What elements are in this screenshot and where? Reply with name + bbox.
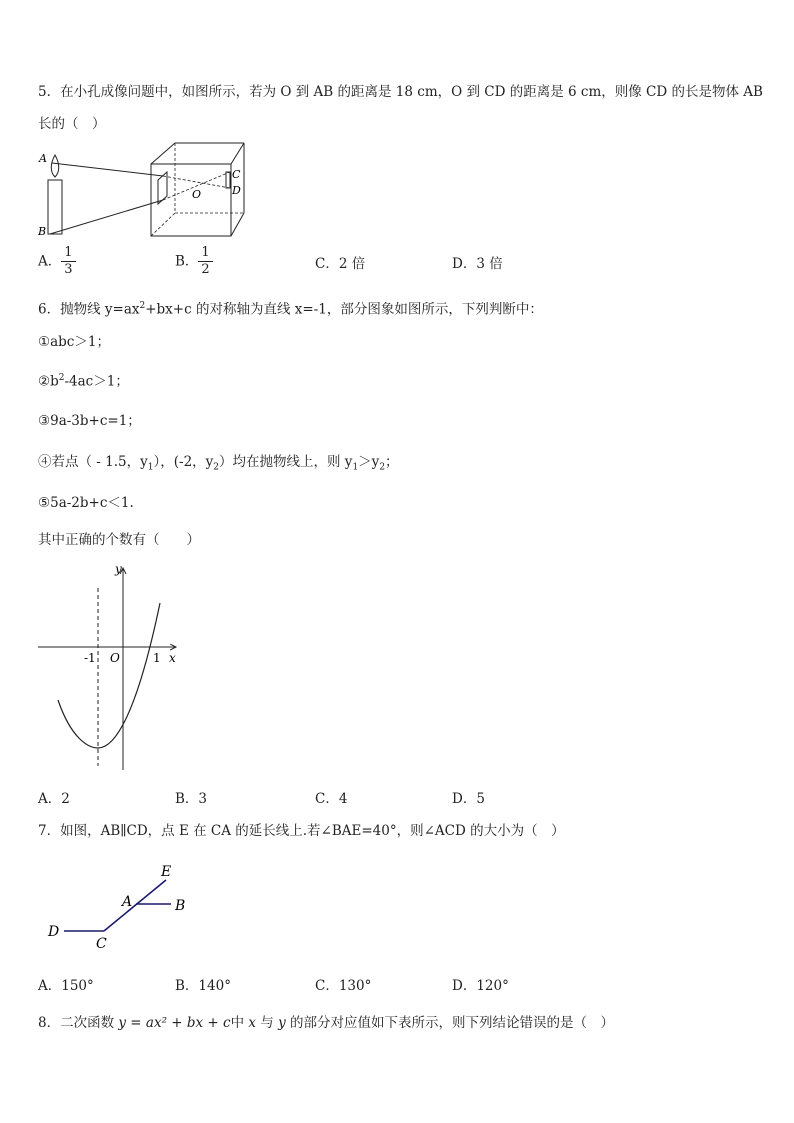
s4-d: ＞y [358, 454, 380, 470]
q8-stem-mid1: 中 [230, 1015, 249, 1031]
y-axis-label: y [115, 562, 122, 576]
q7-option-a[interactable]: A．150° [38, 978, 94, 994]
q6-stem-prefix: 6．抛物线 y=ax [38, 301, 140, 318]
q6-stem [38, 297, 543, 319]
pinhole-camera-figure [36, 140, 251, 240]
s2-b: -4ac＞1； [64, 373, 129, 390]
label-b: B [175, 898, 186, 914]
label-c: C [232, 168, 241, 181]
q5-stem-line1: 5．在小孔成像问题中，如图所示，若为 O 到 AB 的距离是 18 cm，O 到 CD 的距离是 6 cm，则像 CD 的长是物体 AB [38, 84, 763, 100]
q7-option-b[interactable]: B．140° [175, 978, 231, 994]
q6-statement-2 [38, 369, 129, 391]
q5-stem-line2: 长的（ ） [38, 116, 106, 132]
label-c: C [96, 936, 107, 952]
frac-num: 1 [61, 245, 75, 262]
q7-stem: 7．如图，AB∥CD，点 E 在 CA 的延长线上.若∠BAE=40°，则∠ACD 的大小为（ ） [38, 823, 565, 839]
q6-option-c[interactable]: C．4 [315, 791, 348, 807]
label-a: A [122, 894, 133, 910]
label-a: A [39, 152, 47, 165]
q6-statement-4 [38, 453, 399, 477]
q8-stem-mid2: 与 [256, 1015, 279, 1031]
q6-ask: 其中正确的个数有（ ） [38, 532, 200, 548]
q6-statement-3: ③9a-3b+c=1； [38, 413, 141, 429]
q5-option-c[interactable]: C．2 倍 [315, 256, 366, 272]
q8-formula: y = ax² + bx + c [118, 1015, 231, 1031]
q6-option-b[interactable]: B．3 [175, 791, 208, 807]
q7-option-c[interactable]: C．130° [315, 978, 372, 994]
s2-exp: 2 [58, 373, 65, 383]
q8-stem [38, 1014, 614, 1032]
q8-stem-prefix: 8．二次函数 [38, 1015, 119, 1031]
label-d: D [232, 184, 241, 197]
q6-stem-exp: 2 [139, 301, 146, 311]
q5-option-b[interactable] [175, 245, 213, 278]
q8-var-y: y [278, 1015, 286, 1031]
q8-stem-suffix: 的部分对应值如下表所示，则下列结论错误的是（ ） [285, 1015, 615, 1031]
s4-sub4: 2 [379, 462, 386, 473]
label-e: E [161, 864, 172, 880]
tick-neg1: -1 [84, 651, 96, 665]
frac-num: 1 [198, 245, 212, 262]
q5-option-b-prefix: B． [175, 253, 199, 270]
x-axis-label: x [169, 651, 176, 665]
fraction-one-third [61, 245, 75, 278]
q6-option-a[interactable]: A．2 [38, 791, 70, 807]
q6-statement-5: ⑤5a-2b+c＜1. [38, 495, 134, 511]
fraction-one-half [198, 245, 212, 278]
q8-var-x: x [248, 1015, 257, 1031]
s2-a: ②b [38, 373, 59, 390]
q6-statement-1: ①abc＞1； [38, 334, 110, 350]
q5-option-a-prefix: A． [38, 253, 62, 270]
s4-a: ④若点（ - 1.5，y [38, 454, 148, 470]
s4-b: ），(-2，y [153, 454, 214, 470]
q5-option-d[interactable]: D．3 倍 [452, 256, 503, 272]
s4-sub2: 2 [213, 462, 220, 473]
s4-sub1: 1 [147, 462, 154, 473]
parallel-lines-figure [44, 860, 204, 952]
s4-c: ）均在抛物线上，则 y [219, 454, 353, 470]
q6-stem-suffix: +bx+c 的对称轴为直线 x=-1，部分图象如图所示，下列判断中： [145, 301, 543, 318]
s4-sub3: 1 [352, 462, 359, 473]
label-b: B [38, 225, 47, 238]
q7-option-d[interactable]: D．120° [452, 978, 509, 994]
label-o: O [192, 188, 202, 201]
frac-den: 2 [201, 262, 210, 277]
q6-option-d[interactable]: D．5 [452, 791, 485, 807]
s4-e: ； [385, 454, 399, 470]
parabola-graph [36, 558, 186, 776]
frac-den: 3 [64, 262, 73, 277]
label-d: D [48, 924, 60, 940]
tick-1: 1 [153, 651, 161, 665]
origin-label: O [110, 651, 120, 665]
q5-option-a[interactable] [38, 245, 76, 278]
